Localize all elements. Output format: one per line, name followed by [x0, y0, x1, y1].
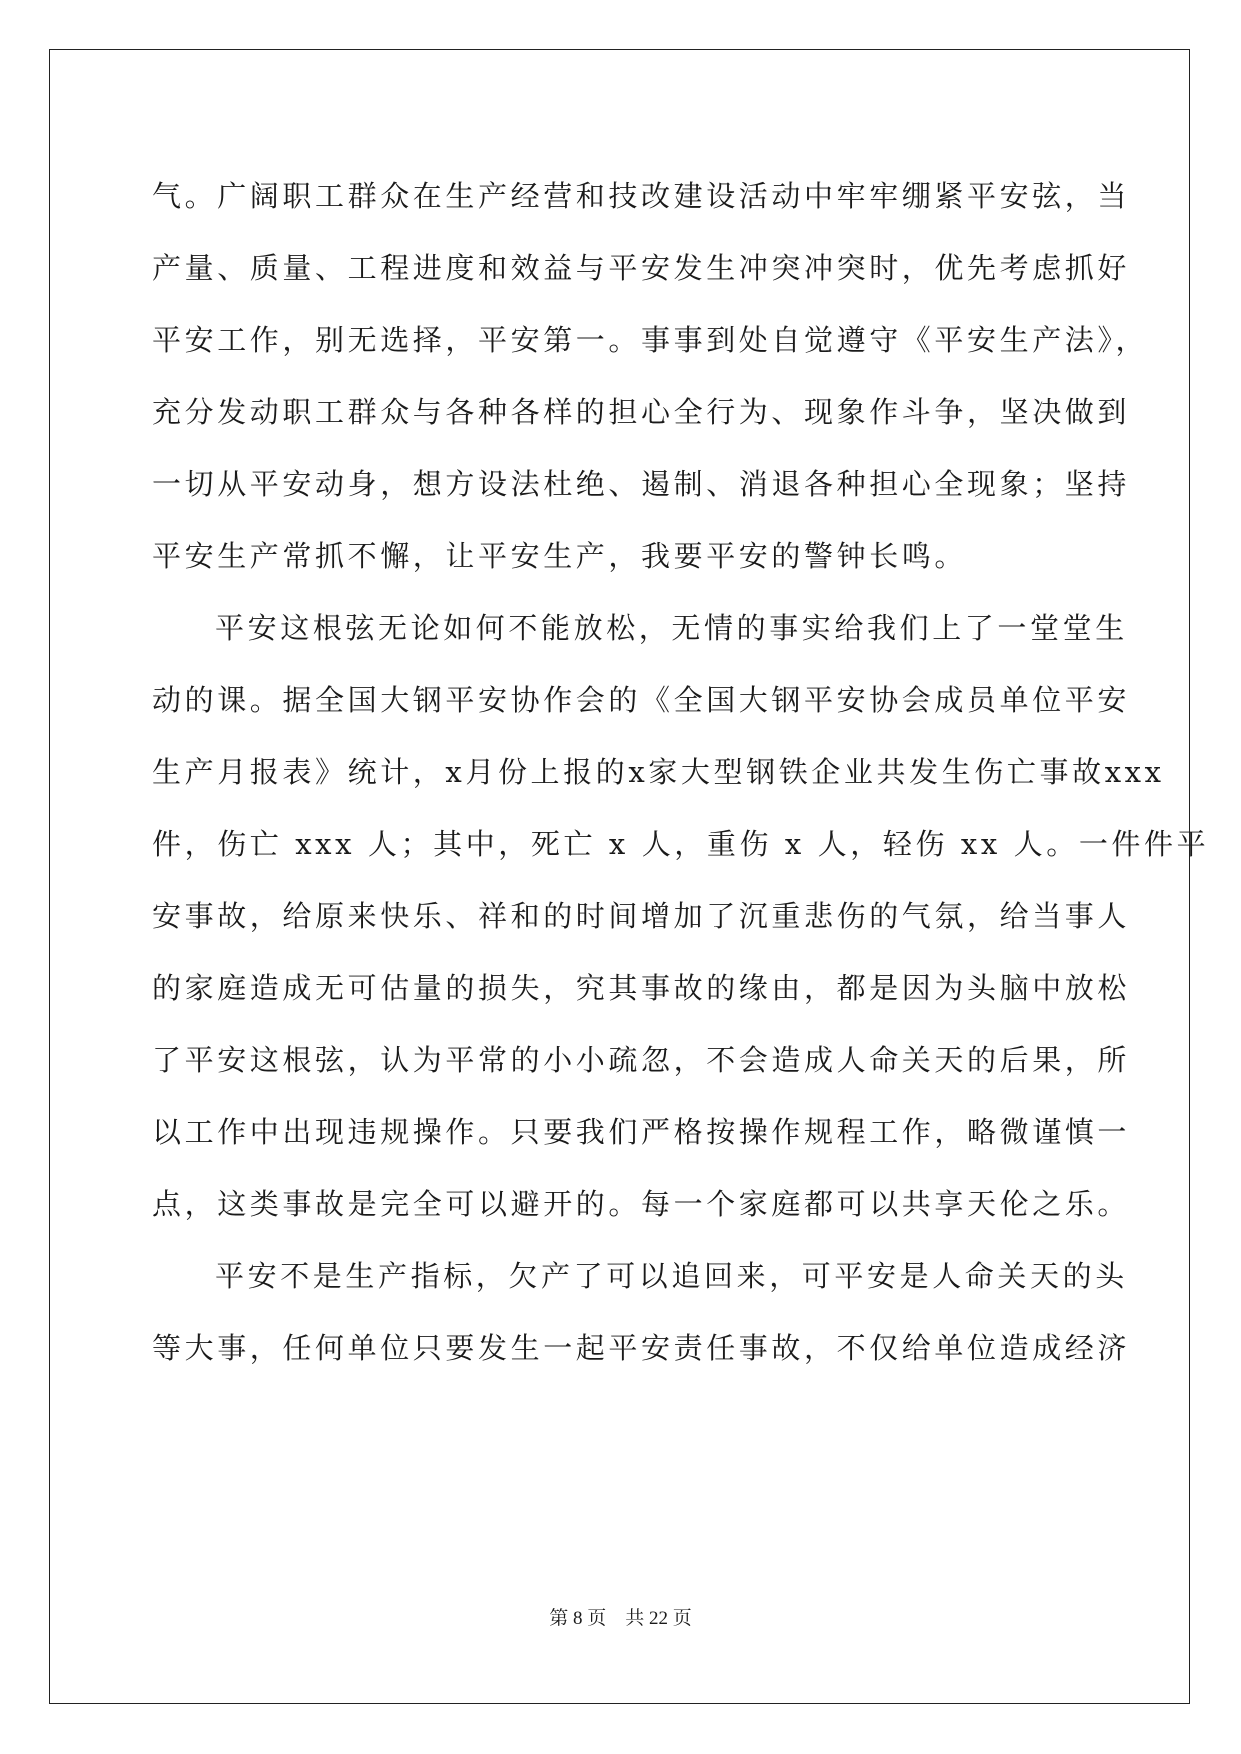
text-line: 气。广阔职工群众在生产经营和技改建设活动中牢牢绷紧平安弦，当: [152, 179, 1131, 213]
text-line: 充分发动职工群众与各种各样的担心全行为、现象作斗争，坚决做到: [152, 395, 1131, 429]
page-number-footer: 第 8 页 共 22 页: [549, 1608, 692, 1629]
text-line: 件，伤亡 xxx 人；其中，死亡 x 人，重伤 x 人，轻伤 xx 人。一件件平: [152, 827, 1210, 861]
text-line: 等大事，任何单位只要发生一起平安责任事故，不仅给单位造成经济: [152, 1331, 1131, 1365]
document-body: [152, 160, 1210, 1384]
text-line: 以工作中出现违规操作。只要我们严格按操作规程工作，略微谨慎一: [152, 1115, 1131, 1149]
text-line: 动的课。据全国大钢平安协作会的《全国大钢平安协会成员单位平安: [152, 683, 1131, 717]
text-line: 安事故，给原来快乐、祥和的时间增加了沉重悲伤的气氛，给当事人: [152, 899, 1131, 933]
text-line: 点，这类事故是完全可以避开的。每一个家庭都可以共享天伦之乐。: [152, 1187, 1131, 1221]
paragraph-start-line: 平安这根弦无论如何不能放松，无情的事实给我们上了一堂堂生: [215, 611, 1128, 645]
text-line: 平安生产常抓不懈，让平安生产，我要平安的警钟长鸣。: [152, 539, 968, 573]
text-line: 的家庭造成无可估量的损失，究其事故的缘由，都是因为头脑中放松: [152, 971, 1131, 1005]
text-line: 了平安这根弦，认为平常的小小疏忽，不会造成人命关天的后果，所: [152, 1043, 1131, 1077]
text-line: 平安工作，别无选择，平安第一。事事到处自觉遵守《平安生产法》，: [152, 323, 1149, 357]
text-line: 生产月报表》统计，x月份上报的x家大型钢铁企业共发生伤亡事故xxx: [152, 755, 1165, 789]
paragraph-start-line: 平安不是生产指标，欠产了可以追回来，可平安是人命关天的头: [215, 1259, 1128, 1293]
text-line: 一切从平安动身，想方设法杜绝、遏制、消退各种担心全现象；坚持: [152, 467, 1131, 501]
text-line: 产量、质量、工程进度和效益与平安发生冲突冲突时，优先考虑抓好: [152, 251, 1131, 285]
